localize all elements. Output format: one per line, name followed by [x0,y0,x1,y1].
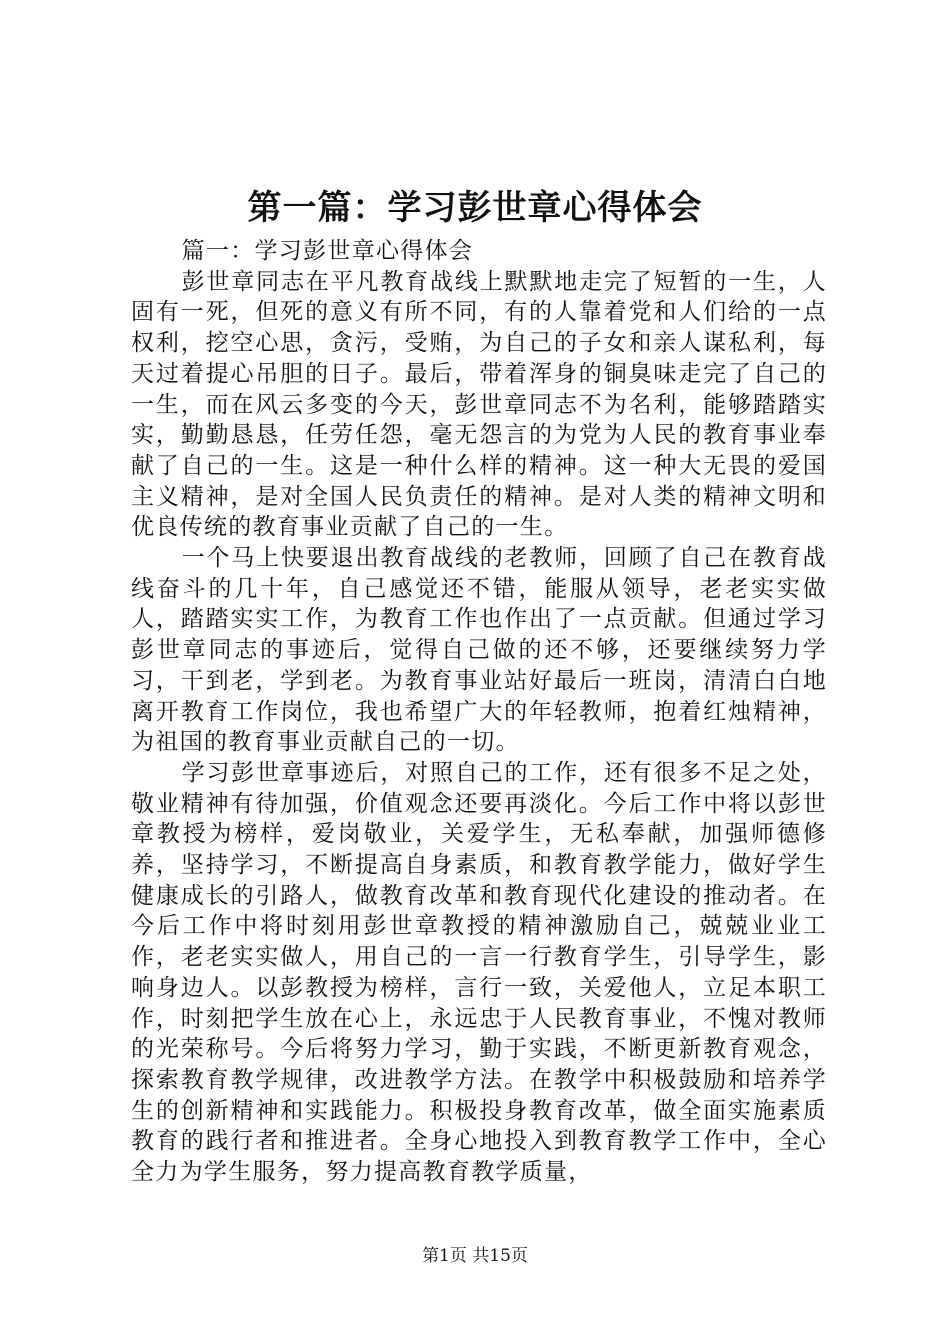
document-body [131,236,827,1188]
page-number-footer: 第1页 共15页 [422,1246,528,1266]
section-subheading: 篇一：学习彭世章心得体会 [181,238,474,264]
paragraph-1: 彭世章同志在平凡教育战线上默默地走完了短暂的一生，人固有一死，但死的意义有所不同，有的人靠着党和人们给的一点权利，挖空心思，贪污，受贿，为自己的子女和亲人谋私利，每天过着提心吊胆的日子。最后，带着浑身的铜臭味走完了自己的一生，而在风云多变的今天，彭世章同志不为名利，能够踏踏实实，勤勤恳恳，任劳任怨，毫无怨言的为党为人民的教育事业奉献了自己的一生。这是一种什么样的精神。这一种大无畏的爱国主义精神，是对全国人民负责任的精神。是对人类的精神文明和优良传统的教育事业贡献了自己的一生。 [131,268,827,541]
document-title: 第一篇：学习彭世章心得体会 [247,188,703,228]
paragraph-3: 学习彭世章事迹后，对照自己的工作，还有很多不足之处，敬业精神有待加强，价值观念还要再淡化。今后工作中将以彭世章教授为榜样，爱岗敬业，关爱学生，无私奉献，加强师德修养，坚持学习，不断提高自身素质，和教育教学能力，做好学生健康成长的引路人，做教育改革和教育现代化建设的推动者。在今后工作中将时刻用彭世章教授的精神激励自己，兢兢业业工作，老老实实做人，用自己的一言一行教育学生，引导学生，影响身边人。以彭教授为榜样，言行一致，关爱他人，立足本职工作，时刻把学生放在心上，永远忠于人民教育事业，不愧对教师的光荣称号。今后将努力学习，勤于实践，不断更新教育观念，探索教育教学规律，改进教学方法。在教学中积极鼓励和培养学生的创新精神和实践能力。积极投身教育改革，做全面实施素质教育的践行者和推进者。全身心地投入到教育教学工作中，全心全力为学生服务，努力提高教育教学质量， [131,759,827,1186]
paragraph-2: 一个马上快要退出教育战线的老教师，回顾了自己在教育战线奋斗的几十年，自己感觉还不错，能服从领导，老老实实做人，踏踏实实工作，为教育工作也作出了一点贡献。但通过学习彭世章同志的事迹后，觉得自己做的还不够，还要继续努力学习，干到老，学到老。为教育事业站好最后一班岗，清清白白地离开教育工作岗位，我也希望广大的年轻教师，抱着红烛精神，为祖国的教育事业贡献自己的一切。 [131,545,827,756]
